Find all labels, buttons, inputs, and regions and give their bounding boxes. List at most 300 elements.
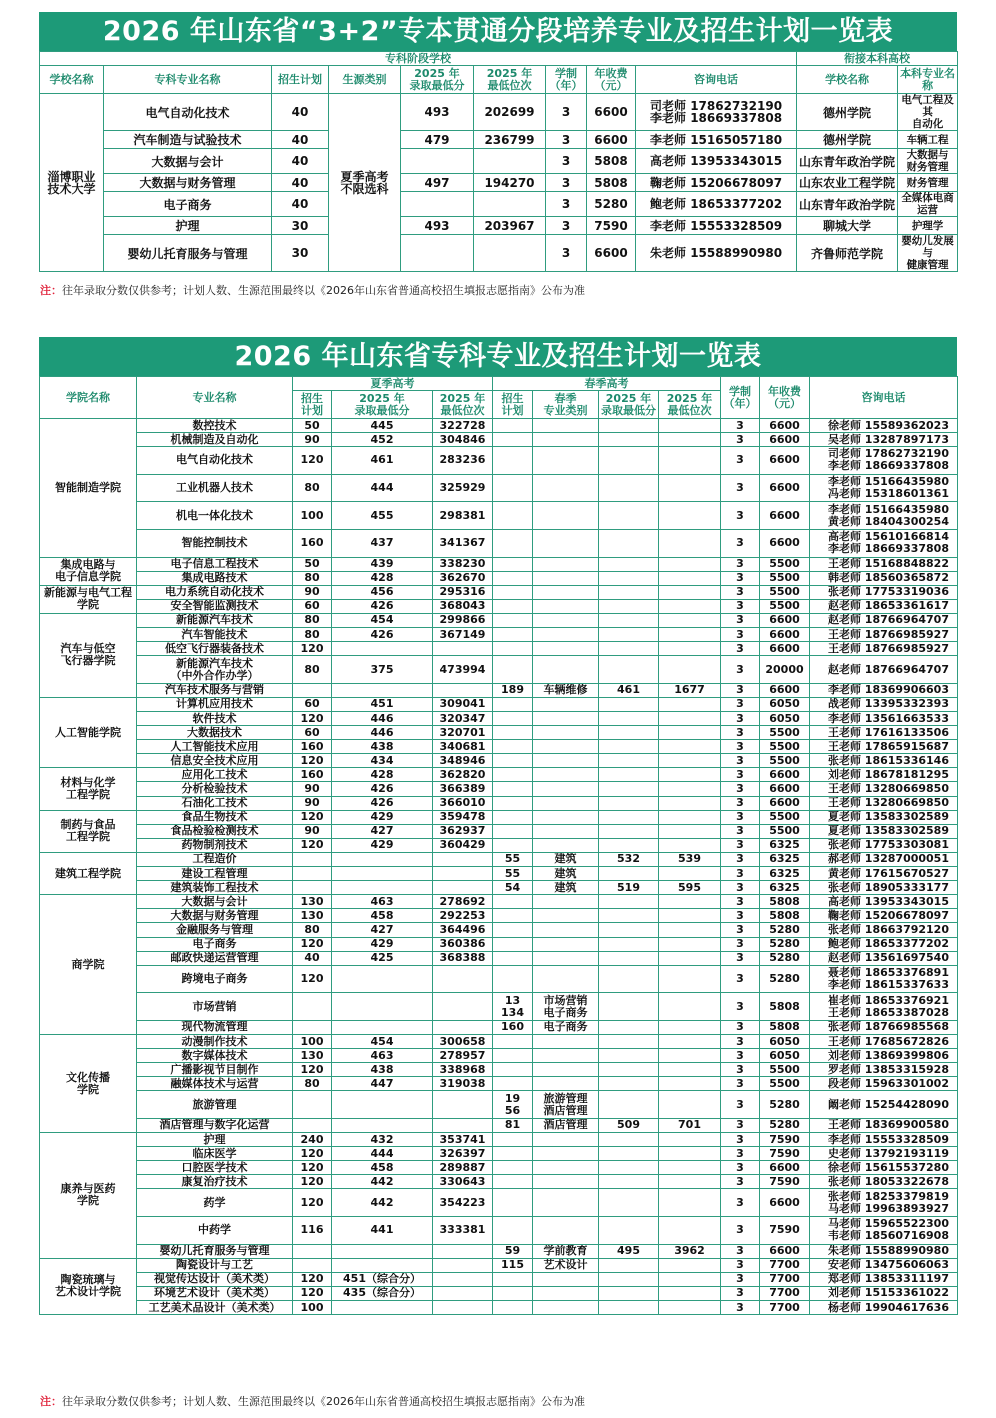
table1-header-4: 2025 年 录取最低分	[401, 66, 474, 94]
spring-category-cell	[533, 909, 599, 923]
spring-plan-cell	[493, 628, 533, 642]
spring-rank-cell	[659, 951, 721, 965]
summer-plan-cell: 120	[293, 1161, 332, 1175]
spring-plan-cell	[493, 419, 533, 433]
header-years: 学制 （年）	[721, 377, 760, 419]
header-fee: 年收费 （元）	[760, 377, 810, 419]
spring-score-cell: 461	[599, 683, 659, 697]
summer-score-cell	[332, 1258, 433, 1272]
table1-header-5: 2025 年 最低位次	[474, 66, 546, 94]
spring-plan-cell	[493, 726, 533, 740]
years-cell: 3	[721, 656, 760, 684]
major-cell: 电子商务	[137, 937, 293, 951]
table1	[39, 51, 958, 272]
phone-cell: 马老师 15965522300 韦老师 18560716908	[810, 1217, 958, 1245]
summer-rank-cell: 292253	[433, 909, 493, 923]
summer-plan-cell	[293, 1258, 332, 1272]
fee-cell: 5280	[760, 965, 810, 993]
summer-score-cell: 463	[332, 895, 433, 909]
summer-plan-cell: 80	[293, 628, 332, 642]
summer-rank-cell: 473994	[433, 656, 493, 684]
college-name-cell: 汽车与低空 飞行器学院	[40, 613, 137, 697]
summer-score-cell: 425	[332, 951, 433, 965]
spring-score-cell	[599, 599, 659, 613]
spring-category-cell	[533, 1147, 599, 1161]
spring-category-cell	[533, 951, 599, 965]
phone-cell: 李老师 15553328509	[810, 1133, 958, 1147]
table-row	[40, 94, 958, 131]
spring-rank-cell	[659, 571, 721, 585]
summer-rank-cell	[433, 1258, 493, 1272]
spring-rank-cell	[659, 923, 721, 937]
spring-category-cell	[533, 1161, 599, 1175]
spring-rank-cell	[659, 1020, 721, 1034]
spring-category-cell	[533, 838, 599, 852]
university-cell: 德州学院	[797, 94, 898, 131]
major-cell: 数字媒体技术	[137, 1049, 293, 1063]
major-cell: 分析检验技术	[137, 782, 293, 796]
summer-rank-cell	[433, 965, 493, 993]
spring-plan-cell	[493, 1034, 533, 1048]
summer-plan-cell: 90	[293, 585, 332, 599]
phone-cell: 王老师 17616133506	[810, 726, 958, 740]
summer-score-cell	[332, 1118, 433, 1132]
college-name-cell: 建筑工程学院	[40, 852, 137, 894]
years-cell: 3	[721, 754, 760, 768]
rank-cell: 202699	[474, 94, 546, 131]
spring-plan-cell	[493, 697, 533, 711]
years-cell: 3	[721, 529, 760, 557]
major-cell: 低空飞行器装备技术	[137, 642, 293, 656]
plan-cell: 40	[272, 149, 329, 174]
spring-plan-cell: 59	[493, 1244, 533, 1258]
years-cell: 3	[721, 1272, 760, 1286]
major-cell: 信息安全技术应用	[137, 754, 293, 768]
spring-score-cell	[599, 1049, 659, 1063]
summer-plan-cell: 130	[293, 895, 332, 909]
undergrad-major-cell: 全媒体电商 运营	[898, 192, 958, 217]
table-row	[40, 824, 958, 838]
table-row	[40, 712, 958, 726]
table-row	[40, 1286, 958, 1300]
fee-cell: 7590	[760, 1217, 810, 1245]
summer-score-cell: 456	[332, 585, 433, 599]
summer-plan-cell: 100	[293, 502, 332, 530]
phone-cell: 司老师 17862732190 李老师 18669337808	[810, 447, 958, 475]
summer-rank-cell: 340681	[433, 740, 493, 754]
phone-cell: 郑老师 13853311197	[810, 1272, 958, 1286]
fee-cell: 5280	[760, 923, 810, 937]
table1-header-2: 招生计划	[272, 66, 329, 94]
table-row	[40, 754, 958, 768]
summer-plan-cell: 120	[293, 1175, 332, 1189]
spring-score-cell	[599, 796, 659, 810]
summer-rank-cell: 364496	[433, 923, 493, 937]
major-cell: 现代物流管理	[137, 1020, 293, 1034]
summer-rank-cell: 330643	[433, 1175, 493, 1189]
spring-plan-cell	[493, 1217, 533, 1245]
spring-category-cell: 车辆维修	[533, 683, 599, 697]
table1-header-6: 学制 （年）	[546, 66, 587, 94]
summer-score-cell: 441	[332, 1217, 433, 1245]
spring-score-cell: 509	[599, 1118, 659, 1132]
fee-cell: 6325	[760, 852, 810, 866]
major-cell: 智能控制技术	[137, 529, 293, 557]
table-row	[40, 1175, 958, 1189]
years-cell: 3	[721, 1020, 760, 1034]
summer-plan-cell: 120	[293, 447, 332, 475]
major-cell: 机电一体化技术	[137, 502, 293, 530]
summer-rank-cell: 300658	[433, 1034, 493, 1048]
spring-category-cell	[533, 419, 599, 433]
fee-cell: 7590	[760, 1175, 810, 1189]
summer-score-cell: 452	[332, 433, 433, 447]
spring-category-cell	[533, 782, 599, 796]
university-cell: 山东青年政治学院	[797, 149, 898, 174]
table-row	[40, 796, 958, 810]
score-cell: 479	[401, 131, 474, 149]
summer-score-cell	[332, 867, 433, 881]
fee-cell: 6600	[760, 768, 810, 782]
spring-plan-cell	[493, 1063, 533, 1077]
spring-plan-cell: 189	[493, 683, 533, 697]
summer-score-cell	[332, 642, 433, 656]
spring-category-cell	[533, 502, 599, 530]
table-row	[40, 1147, 958, 1161]
summer-plan-cell: 120	[293, 937, 332, 951]
table2-title: 2026 年山东省专科专业及招生计划一览表	[39, 337, 957, 376]
years-cell: 3	[721, 419, 760, 433]
spring-score-cell	[599, 782, 659, 796]
note-text: 往年录取分数仅供参考；计划人数、生源范围最终以《2026年山东省普通高校招生填报志愿指南》公布为准	[62, 284, 585, 297]
spring-rank-cell	[659, 726, 721, 740]
spring-score-cell	[599, 768, 659, 782]
phone-cell: 刘老师 18678181295	[810, 768, 958, 782]
table-row	[40, 642, 958, 656]
summer-plan-cell: 240	[293, 1133, 332, 1147]
summer-rank-cell	[433, 1091, 493, 1119]
years-cell: 3	[721, 796, 760, 810]
summer-plan-cell: 120	[293, 1286, 332, 1300]
fee-cell: 7700	[760, 1272, 810, 1286]
spring-rank-cell	[659, 1300, 721, 1314]
phone-cell: 张老师 18905333177	[810, 881, 958, 895]
fee-cell: 5808	[587, 174, 636, 192]
spring-plan-cell	[493, 1077, 533, 1091]
table-row	[40, 1244, 958, 1258]
spring-category-cell	[533, 740, 599, 754]
years-cell: 3	[546, 149, 587, 174]
fee-cell: 5500	[760, 740, 810, 754]
table-row	[40, 1077, 958, 1091]
college-name-cell: 新能源与电气工程 学院	[40, 585, 137, 613]
summer-plan-cell: 100	[293, 1300, 332, 1314]
spring-rank-cell	[659, 909, 721, 923]
major-cell: 金融服务与管理	[137, 923, 293, 937]
years-cell: 3	[721, 1189, 760, 1217]
phone-cell: 李老师 13561663533	[810, 712, 958, 726]
fee-cell: 6600	[760, 683, 810, 697]
summer-plan-cell: 80	[293, 1077, 332, 1091]
spring-plan-cell	[493, 838, 533, 852]
major-cell: 邮政快递运营管理	[137, 951, 293, 965]
spring-rank-cell	[659, 697, 721, 711]
summer-plan-cell	[293, 1020, 332, 1034]
spring-plan-cell	[493, 1161, 533, 1175]
spring-plan-cell	[493, 447, 533, 475]
summer-plan-cell	[293, 852, 332, 866]
spring-score-cell	[599, 754, 659, 768]
phone-cell: 罗老师 13853315928	[810, 1063, 958, 1077]
fee-cell: 6600	[760, 796, 810, 810]
spring-score-cell	[599, 726, 659, 740]
fee-cell: 5500	[760, 557, 810, 571]
major-cell: 视觉传达设计（美术类）	[137, 1272, 293, 1286]
summer-rank-cell: 348946	[433, 754, 493, 768]
phone-cell: 司老师 17862732190 李老师 18669337808	[636, 94, 797, 131]
major-cell: 大数据与财务管理	[104, 174, 272, 192]
spring-rank-cell	[659, 557, 721, 571]
major-cell: 口腔医学技术	[137, 1161, 293, 1175]
table2	[39, 376, 958, 1315]
spring-plan-cell	[493, 909, 533, 923]
fee-cell: 5500	[760, 754, 810, 768]
spring-rank-cell	[659, 1217, 721, 1245]
summer-rank-cell	[433, 867, 493, 881]
spring-score-cell	[599, 951, 659, 965]
spring-category-cell: 建筑	[533, 867, 599, 881]
spring-score-cell	[599, 1063, 659, 1077]
spring-plan-cell	[493, 782, 533, 796]
spring-plan-cell	[493, 1272, 533, 1286]
phone-cell: 崔老师 18653376921 王老师 18653387028	[810, 993, 958, 1021]
fee-cell: 5280	[587, 192, 636, 217]
years-cell: 3	[721, 923, 760, 937]
summer-plan-cell: 120	[293, 754, 332, 768]
spring-category-cell	[533, 824, 599, 838]
summer-score-cell	[332, 852, 433, 866]
summer-rank-cell	[433, 1118, 493, 1132]
major-cell: 集成电路技术	[137, 571, 293, 585]
fee-cell: 5500	[760, 810, 810, 824]
fee-cell: 6600	[760, 474, 810, 502]
table-row	[40, 937, 958, 951]
summer-score-cell: 454	[332, 613, 433, 627]
phone-cell: 王老师 18766985927	[810, 628, 958, 642]
table-row	[40, 965, 958, 993]
spring-plan-cell: 55	[493, 867, 533, 881]
summer-plan-cell	[293, 1118, 332, 1132]
spring-rank-cell	[659, 796, 721, 810]
spring-score-cell	[599, 1133, 659, 1147]
fee-cell: 5500	[760, 599, 810, 613]
group-header-junior-college: 专科阶段学校	[40, 52, 797, 66]
fee-cell: 5808	[760, 909, 810, 923]
undergrad-major-cell: 车辆工程	[898, 131, 958, 149]
spring-plan-cell	[493, 433, 533, 447]
table-row	[40, 419, 958, 433]
summer-plan-cell	[293, 881, 332, 895]
major-cell: 融媒体技术与运营	[137, 1077, 293, 1091]
years-cell: 3	[721, 1091, 760, 1119]
spring-plan-cell	[493, 712, 533, 726]
summer-plan-cell: 50	[293, 557, 332, 571]
summer-score-cell: 447	[332, 1077, 433, 1091]
spring-category-cell: 电子商务	[533, 1020, 599, 1034]
summer-rank-cell	[433, 852, 493, 866]
note-label: 注：	[40, 1395, 62, 1408]
table-row	[40, 1020, 958, 1034]
undergrad-major-cell: 电气工程及其 自动化	[898, 94, 958, 131]
table1-header-1: 专科专业名称	[104, 66, 272, 94]
years-cell: 3	[546, 94, 587, 131]
major-cell: 环境艺术设计（美术类）	[137, 1286, 293, 1300]
score-cell	[401, 192, 474, 217]
years-cell: 3	[721, 768, 760, 782]
phone-cell: 张老师 18766985568	[810, 1020, 958, 1034]
fee-cell: 6600	[760, 782, 810, 796]
major-cell: 食品检验检测技术	[137, 824, 293, 838]
phone-cell: 段老师 15963301002	[810, 1077, 958, 1091]
years-cell: 3	[721, 433, 760, 447]
summer-plan-cell	[293, 867, 332, 881]
phone-cell: 黄老师 17615670527	[810, 867, 958, 881]
summer-score-cell: 426	[332, 796, 433, 810]
university-cell: 山东青年政治学院	[797, 192, 898, 217]
summer-rank-cell: 368043	[433, 599, 493, 613]
summer-rank-cell: 353741	[433, 1133, 493, 1147]
spring-rank-cell: 1677	[659, 683, 721, 697]
phone-cell: 吴老师 13287897173	[810, 433, 958, 447]
summer-rank-cell: 359478	[433, 810, 493, 824]
summer-score-cell	[332, 993, 433, 1021]
table-row	[40, 782, 958, 796]
summer-score-cell: 454	[332, 1034, 433, 1048]
phone-cell: 王老师 18766985927	[810, 642, 958, 656]
summer-score-cell	[332, 683, 433, 697]
major-cell: 建筑装饰工程技术	[137, 881, 293, 895]
spring-score-cell	[599, 895, 659, 909]
summer-rank-cell	[433, 1244, 493, 1258]
summer-score-cell: 446	[332, 726, 433, 740]
spring-category-cell	[533, 642, 599, 656]
table-row	[40, 867, 958, 881]
spring-plan-cell	[493, 1300, 533, 1314]
spring-rank-cell	[659, 965, 721, 993]
major-cell: 市场营销	[137, 993, 293, 1021]
summer-rank-cell: 309041	[433, 697, 493, 711]
spring-rank-cell	[659, 613, 721, 627]
table-row	[40, 1133, 958, 1147]
summer-rank-cell: 326397	[433, 1147, 493, 1161]
summer-rank-cell: 362670	[433, 571, 493, 585]
spring-category-cell	[533, 965, 599, 993]
fee-cell: 5500	[760, 824, 810, 838]
phone-cell: 王老师 13280669850	[810, 796, 958, 810]
spring-score-cell	[599, 1161, 659, 1175]
university-cell: 山东农业工程学院	[797, 174, 898, 192]
summer-rank-cell	[433, 881, 493, 895]
university-cell: 德州学院	[797, 131, 898, 149]
summer-plan-cell: 116	[293, 1217, 332, 1245]
spring-score-cell	[599, 1077, 659, 1091]
summer-score-cell: 451	[332, 697, 433, 711]
summer-plan-cell	[293, 1244, 332, 1258]
spring-rank-cell	[659, 1049, 721, 1063]
major-cell: 汽车制造与试验技术	[104, 131, 272, 149]
spring-plan-cell: 55	[493, 852, 533, 866]
major-cell: 电子商务	[104, 192, 272, 217]
spring-rank-cell	[659, 740, 721, 754]
summer-score-cell: 426	[332, 599, 433, 613]
spring-category-cell: 旅游管理 酒店管理	[533, 1091, 599, 1119]
phone-cell: 刘老师 13869399806	[810, 1049, 958, 1063]
years-cell: 3	[721, 726, 760, 740]
summer-plan-cell	[293, 683, 332, 697]
fee-cell: 5500	[760, 1063, 810, 1077]
major-cell: 大数据与会计	[104, 149, 272, 174]
fee-cell: 5500	[760, 1077, 810, 1091]
spring-category-cell	[533, 1077, 599, 1091]
years-cell: 3	[721, 909, 760, 923]
plan-cell: 30	[272, 235, 329, 272]
spring-category-cell	[533, 796, 599, 810]
summer-plan-cell: 160	[293, 529, 332, 557]
summer-rank-cell: 320701	[433, 726, 493, 740]
table-row	[40, 1217, 958, 1245]
summer-rank-cell: 320347	[433, 712, 493, 726]
table-row	[40, 656, 958, 684]
spring-score-cell	[599, 937, 659, 951]
fee-cell: 5500	[760, 585, 810, 599]
summer-score-cell	[332, 965, 433, 993]
fee-cell: 6325	[760, 867, 810, 881]
header-college: 学院名称	[40, 377, 137, 419]
spring-category-cell	[533, 923, 599, 937]
table-row	[40, 1049, 958, 1063]
table-row	[40, 599, 958, 613]
summer-rank-cell: 341367	[433, 529, 493, 557]
spring-rank-cell	[659, 502, 721, 530]
spring-score-cell	[599, 585, 659, 599]
years-cell: 3	[721, 557, 760, 571]
spring-score-cell	[599, 502, 659, 530]
summer-plan-cell: 60	[293, 726, 332, 740]
years-cell: 3	[721, 1300, 760, 1314]
years-cell: 3	[721, 895, 760, 909]
phone-cell: 阚老师 15254428090	[810, 1091, 958, 1119]
summer-plan-cell: 130	[293, 1049, 332, 1063]
phone-cell: 鞠老师 15206678097	[636, 174, 797, 192]
years-cell: 3	[721, 447, 760, 475]
spring-rank-cell	[659, 754, 721, 768]
spring-plan-cell	[493, 951, 533, 965]
score-cell	[401, 235, 474, 272]
phone-cell: 王老师 17685672826	[810, 1034, 958, 1048]
years-cell: 3	[721, 585, 760, 599]
phone-cell: 鞠老师 15206678097	[810, 909, 958, 923]
spring-category-cell	[533, 937, 599, 951]
summer-score-cell: 434	[332, 754, 433, 768]
table-row	[40, 951, 958, 965]
summer-rank-cell	[433, 683, 493, 697]
summer-rank-cell: 366010	[433, 796, 493, 810]
spring-rank-cell	[659, 529, 721, 557]
years-cell: 3	[721, 1049, 760, 1063]
spring-rank-cell	[659, 599, 721, 613]
spring-rank-cell	[659, 824, 721, 838]
major-cell: 护理	[104, 217, 272, 235]
